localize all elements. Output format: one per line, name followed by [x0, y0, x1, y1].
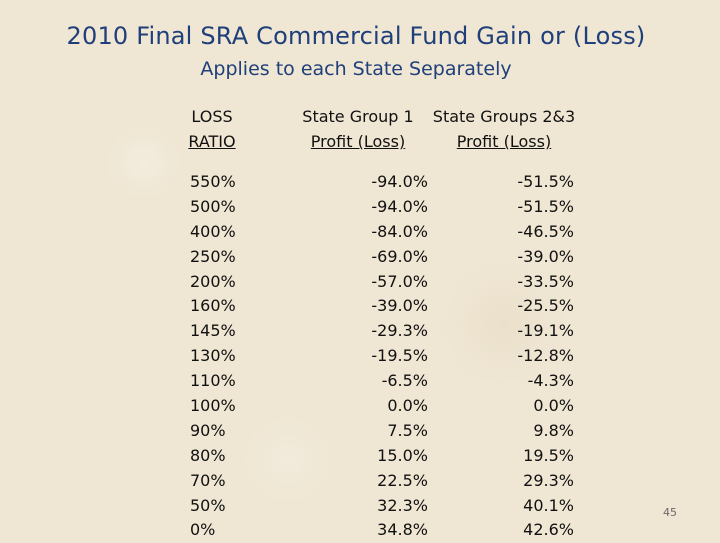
header-state-groups-2-3-line2: Profit (Loss)	[456, 132, 552, 151]
page-number: 45	[663, 506, 677, 519]
table-row	[0, 494, 720, 519]
table-row	[0, 170, 720, 195]
group23-cell: -46.5%	[517, 221, 574, 241]
loss-ratio-cell: 70%	[190, 470, 226, 490]
group23-cell: 19.5%	[523, 445, 574, 465]
group23-cell: -12.8%	[517, 346, 574, 366]
group23-cell: 9.8%	[533, 420, 574, 440]
group23-cell: -39.0%	[517, 246, 574, 266]
group23-cell: -19.1%	[517, 321, 574, 341]
table-row	[0, 469, 720, 494]
loss-ratio-cell: 100%	[190, 396, 236, 416]
loss-ratio-cell: 110%	[190, 371, 236, 391]
group23-cell: 0.0%	[533, 396, 574, 416]
loss-ratio-cell: 250%	[190, 246, 236, 266]
loss-ratio-cell: 200%	[190, 271, 236, 291]
group23-cell: 42.6%	[523, 520, 574, 540]
header-state-groups-2-3	[432, 104, 576, 154]
table-row	[0, 394, 720, 419]
table-row	[0, 319, 720, 344]
group1-cell: -6.5%	[381, 371, 428, 391]
group1-cell: -94.0%	[371, 172, 428, 191]
header-state-group-1	[296, 104, 420, 154]
group23-cell: -4.3%	[527, 371, 574, 391]
group23-cell: -51.5%	[517, 196, 574, 216]
group1-cell: -69.0%	[371, 246, 428, 266]
table-row	[0, 270, 720, 295]
header-state-group-1-line1: State Group 1	[302, 107, 414, 126]
table-row	[0, 444, 720, 469]
loss-ratio-cell: 145%	[190, 321, 236, 341]
loss-ratio-cell: 500%	[190, 196, 236, 216]
table-row	[0, 344, 720, 369]
table-row	[0, 245, 720, 270]
table-row	[0, 518, 720, 543]
group1-cell: -84.0%	[371, 221, 428, 241]
table-row	[0, 294, 720, 319]
group1-cell: -19.5%	[371, 346, 428, 366]
loss-ratio-cell: 130%	[190, 346, 236, 366]
header-state-groups-2-3-line1: State Groups 2&3	[432, 107, 576, 126]
group1-cell: 15.0%	[377, 445, 428, 465]
slide-title: 2010 Final SRA Commercial Fund Gain or (Loss)	[66, 22, 646, 50]
loss-ratio-cell: 400%	[190, 221, 236, 241]
group1-cell: -29.3%	[371, 321, 428, 341]
loss-ratio-cell: 0%	[190, 520, 216, 540]
group23-cell: -25.5%	[517, 296, 574, 316]
slide-subtitle: Applies to each State Separately	[200, 58, 512, 80]
table-row	[0, 419, 720, 444]
header-loss-ratio-line2: RATIO	[188, 132, 236, 151]
loss-ratio-table	[0, 170, 720, 543]
group1-cell: 34.8%	[377, 520, 428, 540]
loss-ratio-cell: 90%	[190, 420, 226, 440]
table-row	[0, 220, 720, 245]
group1-cell: 0.0%	[387, 396, 428, 416]
group1-cell: -57.0%	[371, 271, 428, 291]
header-state-group-1-line2: Profit (Loss)	[310, 132, 406, 151]
group1-cell: -94.0%	[371, 196, 428, 216]
group23-cell: -51.5%	[517, 172, 574, 191]
group23-cell: 29.3%	[523, 470, 574, 490]
header-loss-ratio-line1: LOSS	[191, 107, 233, 126]
group1-cell: 7.5%	[387, 420, 428, 440]
loss-ratio-cell: 80%	[190, 445, 226, 465]
group23-cell: 40.1%	[523, 495, 574, 515]
group1-cell: 22.5%	[377, 470, 428, 490]
loss-ratio-cell: 550%	[190, 172, 236, 191]
table-row	[0, 195, 720, 220]
table-row	[0, 369, 720, 394]
group1-cell: 32.3%	[377, 495, 428, 515]
header-loss-ratio	[180, 104, 244, 154]
group1-cell: -39.0%	[371, 296, 428, 316]
group23-cell: -33.5%	[517, 271, 574, 291]
loss-ratio-cell: 160%	[190, 296, 236, 316]
loss-ratio-cell: 50%	[190, 495, 226, 515]
